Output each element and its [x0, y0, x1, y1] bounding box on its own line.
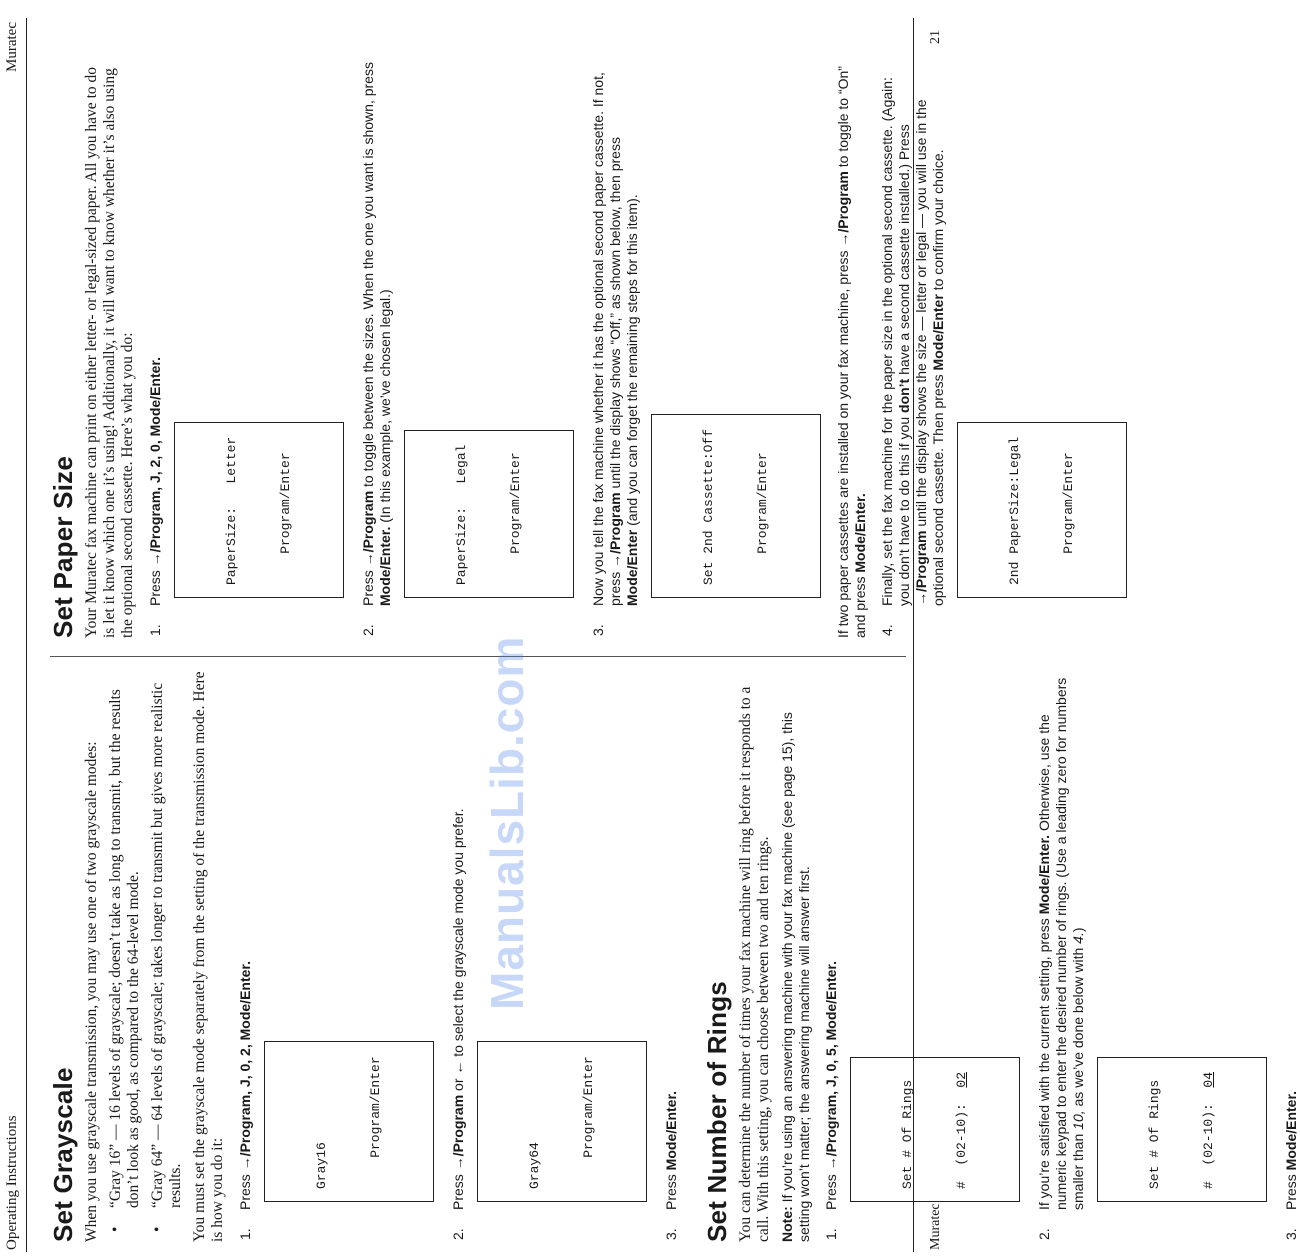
grayscale-section: [48, 667, 680, 1242]
rings-value: 04: [1201, 1071, 1216, 1088]
grayscale-step-1: 1. Press →/Program, J, 0, 2, Mode/Enter.: [237, 961, 253, 1240]
footer-rule: [913, 18, 914, 1252]
grayscale-bullets: [107, 667, 185, 1242]
lcd-display-rings-02: Set # Of Rings # (02-10): 02: [850, 1057, 1020, 1202]
rings-title: Set Number of Rings: [702, 981, 732, 1242]
lcd-display-cassette-off: Set 2nd Cassette:Off Program/Enter: [651, 414, 821, 598]
header-right: Muratec: [4, 22, 20, 72]
lcd-display-gray64: Gray64 Program/Enter: [477, 1041, 647, 1202]
paper-step-3: 3. Now you tell the fax machine whether it has the optional second paper cassette. If not, press →/Program until the display shows “Off,” as shown below, then press Mode/Enter (and you can forget the remaining steps for this item).: [590, 72, 640, 636]
header-left: Operating Instructions: [4, 1115, 20, 1250]
rings-step-1: 1. Press →/Program, J, 0, 5, Mode/Enter.: [823, 961, 839, 1240]
lcd-display-paper-legal: PaperSize: Legal Program/Enter: [404, 430, 574, 598]
rings-step-2: 2. If you’re satisfied with the current setting, press Mode/Enter. Otherwise, use the numeric keypad to enter the desired number of rings. (Use a leading zero for numbers smaller than 10, as we’ve done below with 4.): [1036, 677, 1086, 1240]
list-item: • “Gray 16” — 16 levels of grayscale; doesn’t take as long to transmit, but the results don’t look as good, as compared to the 64-level mode.: [107, 689, 142, 1232]
paper-cassette-para: If two paper cassettes are installed on your fax machine, press →/Program to toggle to “On” and press Mode/Enter.: [835, 66, 868, 638]
watermark-logo: ManualsLib.com: [481, 635, 533, 1010]
grayscale-step-2: 2. Press →/Program or ← to select the grayscale mode you prefer.: [450, 808, 466, 1240]
bullet-icon: •: [107, 1226, 124, 1232]
lcd-display-2nd-papersize: 2nd PaperSize:Legal Program/Enter: [957, 422, 1127, 598]
rings-step-3: 3. Press Mode/Enter.: [1283, 1090, 1299, 1240]
grayscale-step-3: 3. Press Mode/Enter.: [663, 1090, 679, 1240]
list-item: • “Gray 64” — 64 levels of grayscale; takes longer to transmit but gives more realistic results.: [149, 682, 184, 1232]
rings-section: [702, 667, 1300, 1242]
paper-size-section: [48, 58, 1133, 638]
lcd-display-rings-04: Set # Of Rings # (02-10): 04: [1097, 1057, 1267, 1202]
right-column: [34, 58, 1133, 638]
rings-note: Note: If you’re using an answering machine with your fax machine (see page 15), this setting won’t matter; the answering machine will answer first.: [779, 712, 812, 1242]
bullet-icon: •: [149, 1226, 166, 1232]
header-rule: [26, 18, 27, 1252]
paper-step-1: 1. Press →/Program, J, 2, 0, Mode/Enter.: [147, 357, 163, 636]
paper-step-2: 2. Press →/Program to toggle between the sizes. When the one you want is shown, press Mode/Enter. (In this example, we’ve chosen legal.): [360, 62, 393, 636]
column-divider: [50, 656, 906, 657]
page-number: 21: [928, 30, 943, 44]
rings-value: 02: [954, 1071, 969, 1088]
lcd-display-gray16: Gray16 Program/Enter: [264, 1041, 434, 1202]
paper-intro: Your Muratec fax machine can print on either letter- or legal-sized paper. All you have to do is let it know which one it’s using! Additionally, it will want to know whether it’s also using the optional second cassette. Here’s what you do:: [83, 67, 136, 638]
grayscale-intro: When you use grayscale transmission, you may use one of two grayscale modes:: [83, 741, 100, 1242]
left-column: [34, 667, 1300, 1242]
grayscale-para: You must set the grayscale mode separately from the setting of the transmission mode. Here is how you do it:: [191, 671, 226, 1242]
paper-step-4: 4. Finally, set the fax machine for the paper size in the optional second cassette. (Again: you don’t have to do this if you don’t have a second cassette installed.) Press →/Program until the display shows the size — letter or legal — you will use in the optional second cassette. Then press Mode/Enter to confirm your choice.: [879, 77, 946, 636]
grayscale-title: Set Grayscale: [48, 1067, 78, 1242]
rings-intro: You can determine the number of times your fax machine will ring before it responds to a call. With this setting, you can choose between two and ten rings.: [737, 686, 772, 1242]
paper-title: Set Paper Size: [48, 456, 78, 638]
footer-left: Muratec: [928, 1203, 943, 1250]
lcd-display-paper-letter: PaperSize: Letter Program/Enter: [174, 422, 344, 598]
